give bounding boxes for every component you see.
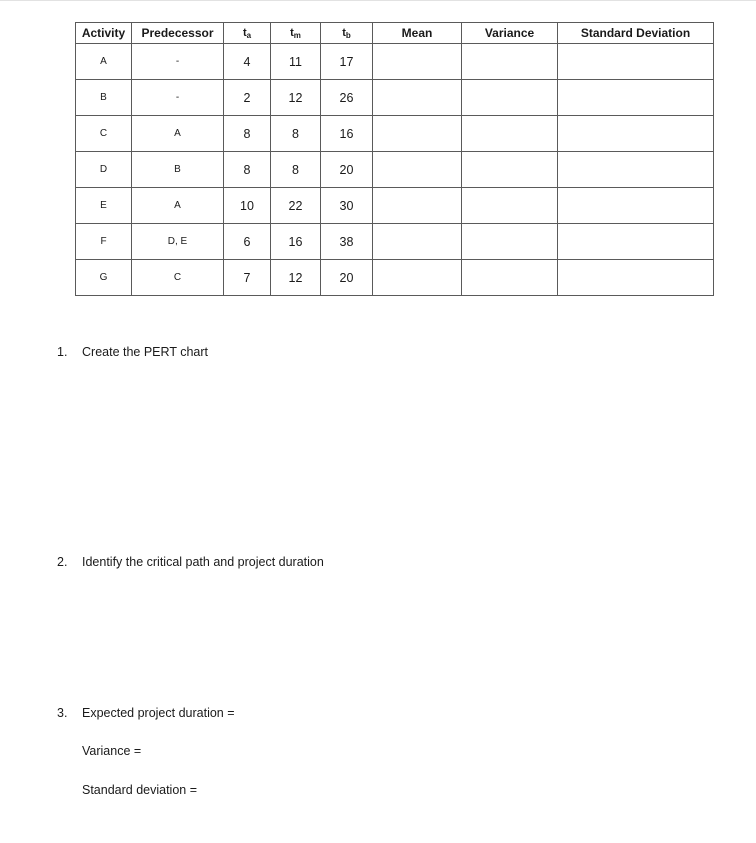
cell-activity: F — [76, 224, 132, 260]
cell-std-dev — [558, 116, 714, 152]
cell-predecessor: - — [132, 44, 224, 80]
header-tb-base: t — [342, 26, 346, 39]
question-3 — [57, 706, 235, 720]
cell-activity: A — [76, 44, 132, 80]
table-body — [76, 44, 714, 296]
cell-std-dev — [558, 224, 714, 260]
header-tm-sub: m — [293, 30, 301, 40]
cell-ta: 4 — [224, 44, 271, 80]
header-ta-base: t — [242, 26, 247, 39]
header-tm — [271, 23, 321, 44]
cell-mean — [373, 152, 462, 188]
question-2-number: 2. — [57, 555, 68, 569]
question-1-number: 1. — [57, 345, 68, 359]
header-variance: Variance — [462, 23, 558, 44]
cell-std-dev — [558, 152, 714, 188]
question-3-text: Expected project duration = — [82, 706, 235, 720]
cell-predecessor: A — [132, 116, 224, 152]
cell-tb: 38 — [321, 224, 373, 260]
header-ta-sub: a — [246, 30, 252, 40]
cell-tb: 26 — [321, 80, 373, 116]
cell-std-dev — [558, 188, 714, 224]
cell-activity: D — [76, 152, 132, 188]
cell-tm: 16 — [271, 224, 321, 260]
cell-activity: B — [76, 80, 132, 116]
header-ta — [224, 23, 271, 44]
table-row — [76, 260, 714, 296]
cell-variance — [462, 188, 558, 224]
cell-tm: 8 — [271, 116, 321, 152]
cell-ta: 6 — [224, 224, 271, 260]
cell-predecessor: C — [132, 260, 224, 296]
header-predecessor: Predecessor — [132, 23, 224, 44]
cell-variance — [462, 224, 558, 260]
header-activity: Activity — [76, 23, 132, 44]
cell-ta: 2 — [224, 80, 271, 116]
cell-activity: E — [76, 188, 132, 224]
cell-tm: 11 — [271, 44, 321, 80]
cell-activity: C — [76, 116, 132, 152]
cell-mean — [373, 224, 462, 260]
cell-ta: 8 — [224, 152, 271, 188]
cell-predecessor: B — [132, 152, 224, 188]
top-rule — [0, 0, 756, 1]
cell-variance — [462, 80, 558, 116]
header-tb-sub: b — [345, 30, 351, 40]
question-1-text: Create the PERT chart — [82, 345, 208, 359]
pert-activity-table — [75, 22, 714, 296]
std-dev-line: Standard deviation = — [82, 783, 198, 797]
cell-mean — [373, 188, 462, 224]
cell-tm: 12 — [271, 80, 321, 116]
question-2-text: Identify the critical path and project duration — [82, 555, 324, 569]
header-std-dev: Standard Deviation — [558, 23, 714, 44]
variance-line: Variance = — [82, 744, 142, 758]
cell-std-dev — [558, 44, 714, 80]
cell-tb: 20 — [321, 260, 373, 296]
cell-tm: 22 — [271, 188, 321, 224]
table-row — [76, 44, 714, 80]
header-mean: Mean — [373, 23, 462, 44]
cell-tb: 20 — [321, 152, 373, 188]
cell-ta: 10 — [224, 188, 271, 224]
question-2 — [57, 555, 324, 569]
cell-tb: 30 — [321, 188, 373, 224]
cell-variance — [462, 116, 558, 152]
cell-tb: 17 — [321, 44, 373, 80]
cell-tb: 16 — [321, 116, 373, 152]
table-row — [76, 116, 714, 152]
question-3-number: 3. — [57, 706, 68, 720]
cell-mean — [373, 116, 462, 152]
cell-activity: G — [76, 260, 132, 296]
cell-ta: 7 — [224, 260, 271, 296]
cell-mean — [373, 80, 462, 116]
cell-mean — [373, 260, 462, 296]
cell-variance — [462, 260, 558, 296]
table-row — [76, 188, 714, 224]
cell-tm: 8 — [271, 152, 321, 188]
cell-variance — [462, 44, 558, 80]
cell-predecessor: - — [132, 80, 224, 116]
table-header-row — [76, 23, 714, 44]
question-1 — [57, 345, 208, 359]
table-row — [76, 80, 714, 116]
cell-predecessor: D, E — [132, 224, 224, 260]
cell-mean — [373, 44, 462, 80]
cell-std-dev — [558, 260, 714, 296]
cell-predecessor: A — [132, 188, 224, 224]
cell-variance — [462, 152, 558, 188]
cell-ta: 8 — [224, 116, 271, 152]
header-tm-base: t — [290, 26, 294, 39]
table-row — [76, 152, 714, 188]
cell-std-dev — [558, 80, 714, 116]
table-row — [76, 224, 714, 260]
header-tb — [321, 23, 373, 44]
cell-tm: 12 — [271, 260, 321, 296]
